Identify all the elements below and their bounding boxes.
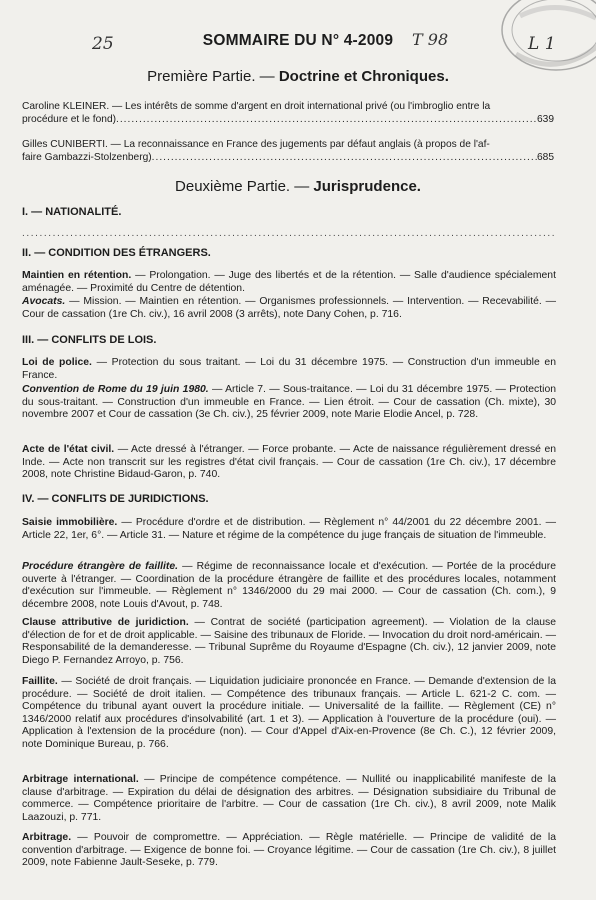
section-heading-conflits-lois: III. — CONFLITS DE LOIS. bbox=[22, 334, 157, 346]
doctrine-entry-cuniberti bbox=[22, 138, 554, 165]
entry-head: Avocats. bbox=[22, 296, 66, 307]
entry-text: — Procédure d'ordre et de distribution. — Règlement n° 44/2001 du 22 décembre 2001. — Article 22, 1er, 6°. — Article 31. — Nature et régime de la compétence du juge français de situation de l'immeuble. bbox=[22, 517, 556, 541]
entry-head: Convention de Rome du 19 juin 1980. bbox=[22, 384, 209, 395]
doctrine-entry-kleiner bbox=[22, 100, 554, 127]
entry-text: — Acte dressé à l'étranger. — Force probante. — Acte de naissance régulièrement dressé en Inde. — Acte non transcrit sur les registres d'état civil français. — Cour de cassation (1re Ch. civ.), 17 décembre 2008, note Christine Bidaud-Garon, p. 740. bbox=[22, 444, 556, 481]
entry-text: — Protection du sous traitant. — Loi du 31 décembre 1975. — Construction d'un immeuble en France. bbox=[22, 357, 556, 381]
section-heading-condition: II. — CONDITION DES ÉTRANGERS. bbox=[22, 247, 211, 259]
entry-etat-civil bbox=[22, 444, 556, 482]
entry-arbitrage-international bbox=[22, 774, 556, 824]
entry-head: Clause attributive de juridiction. bbox=[22, 617, 189, 628]
section-heading-nationalite: I. — NATIONALITÉ. bbox=[22, 206, 122, 218]
entry-clause-attributive bbox=[22, 617, 556, 667]
entry-head: Maintien en rétention. bbox=[22, 270, 132, 281]
handwritten-note-right: L 1 bbox=[528, 34, 556, 54]
entry-text: — Mission. — Maintien en rétention. — Organismes professionnels. — Intervention. — Recevabilité. — Cour de cassation (1re Ch. civ.), 16 avril 2008 (3 arrêts), note Dany Cohen, p. 716. bbox=[22, 296, 556, 320]
part-two-label: Deuxième Partie. — bbox=[175, 178, 314, 195]
part-two-name: Jurisprudence. bbox=[313, 178, 421, 195]
entry-head: Saisie immobilière. bbox=[22, 517, 118, 528]
entry-loi-police bbox=[22, 357, 556, 382]
handwritten-note-middle: T 98 bbox=[412, 30, 449, 49]
entry-head: Procédure étrangère de faillite. bbox=[22, 561, 179, 572]
entry-maintien-retention bbox=[22, 270, 556, 295]
doctrine-page: 639 bbox=[537, 114, 554, 126]
page-title: SOMMAIRE DU N° 4-2009 bbox=[202, 32, 394, 49]
entry-text: — Prolongation. — Juge des libertés et de la rétention. — Salle d'audience spécialement aménagée. — Proximité du Centre de détention. bbox=[22, 270, 556, 294]
doctrine-line: Gilles CUNIBERTI. — La reconnaissance en France des jugements par défaut anglais (à propos de l'af- bbox=[22, 139, 490, 150]
entry-head: Arbitrage. bbox=[22, 832, 72, 843]
entry-arbitrage bbox=[22, 832, 556, 870]
dotted-separator bbox=[22, 228, 556, 238]
entry-avocats bbox=[22, 296, 556, 321]
doctrine-line: procédure et le fond) bbox=[22, 114, 117, 126]
entry-text: — Contrat de société (participation agreement). — Violation de la clause d'élection de for et de droit applicable. — Saisine des tribunaux de Floride. — Invocation du droit nord-américain. — Responsabilité de la demanderesse. — Tribunal Suprême du Royaume d'Espagne (Ch. civ.), 12 janvier 2009, note Diego P. Fernandez Arroyo, p. 756. bbox=[22, 617, 556, 666]
part-two-heading bbox=[0, 178, 596, 195]
entry-saisie-immobiliere bbox=[22, 517, 556, 542]
entry-text: — Principe de compétence compétence. — Nullité ou inapplicabilité manifeste de la clause d'arbitrage. — Expiration du délai de désignation des arbitres. — Désignation subsidiaire du Tribunal de commerce. — Compétence prioritaire de l'arbitre. — Cour de cassation (1re Ch. civ.), 8 avril 2009, note Malik Laazouzi, p. 771. bbox=[22, 774, 556, 823]
entry-head: Acte de l'état civil. bbox=[22, 444, 115, 455]
entry-faillite bbox=[22, 676, 556, 752]
entry-text: — Article 7. — Sous-traitance. — Loi du 31 décembre 1975. — Protection du sous-traitant. — Construction d'un immeuble en France. — Lien étroit. — Cour de cassation (Ch. mixte), 30 novembre 2007 et Cour de cassation (3e Ch. civ.), 25 février 2009, note Marie Elodie Ancel, p. 728. bbox=[22, 384, 557, 421]
doctrine-line: faire Gambazzi-Stolzenberg) bbox=[22, 152, 152, 164]
entry-head: Arbitrage international. bbox=[22, 774, 139, 785]
entry-text: — Régime de reconnaissance locale et d'exécution. — Portée de la procédure ouverte à l'étranger. — Coordination de la procédure étrangère de faillite et des procédures locales, notamment d'exécution sur l'immeuble. — Règlement n° 1346/2000 du 29 mai 2000. — Cour de cassation (Ch. com.), 9 décembre 2008, note Louis d'Avout, p. 748. bbox=[22, 561, 557, 610]
part-one-name: Doctrine et Chroniques. bbox=[278, 68, 449, 85]
entry-procedure-faillite bbox=[22, 561, 556, 611]
doctrine-line: Caroline KLEINER. — Les intérêts de somme d'argent en droit international privé (ou l'imbroglio entre la bbox=[22, 101, 491, 112]
entry-head: Loi de police. bbox=[22, 357, 92, 368]
doctrine-page: 685 bbox=[537, 152, 554, 164]
entry-convention-rome bbox=[22, 384, 556, 422]
entry-text: — Pouvoir de compromettre. — Appréciation. — Règle matérielle. — Principe de validité de la convention d'arbitrage. — Exigence de bonne foi. — Croyance légitime. — Cour de cassation (1re Ch. civ.), 8 juillet 2009, note Fabienne Jault-Seseke, p. 779. bbox=[22, 832, 556, 869]
handwritten-note-left: 25 bbox=[92, 34, 114, 54]
part-one-label: Première Partie. — bbox=[147, 68, 279, 85]
part-one-heading bbox=[0, 68, 596, 85]
entry-head: Faillite. bbox=[22, 676, 58, 687]
entry-text: — Société de droit français. — Liquidation judiciaire prononcée en France. — Demande d'extension de la procédure. — Société de droit italien. — Compétence des tribunaux français. — Article L. 621-2 C. com. — Compétence du tribunal ayant ouvert la procédure initiale. — Universalité de la faillite. — Règlement (CE) n° 1346/2000 relatif aux procédures d'insolvabilité (art. 1 et 3). — Application à l'ouverture de la procédure (oui). — Application à l'extension de la procédure (non). — Cour d'Appel d'Aix-en-Provence (8e Ch. C.), 12 février 2009, note Dominique Bureau, p. 766. bbox=[22, 676, 556, 750]
section-heading-conflits-juridictions: IV. — CONFLITS DE JURIDICTIONS. bbox=[22, 493, 209, 505]
